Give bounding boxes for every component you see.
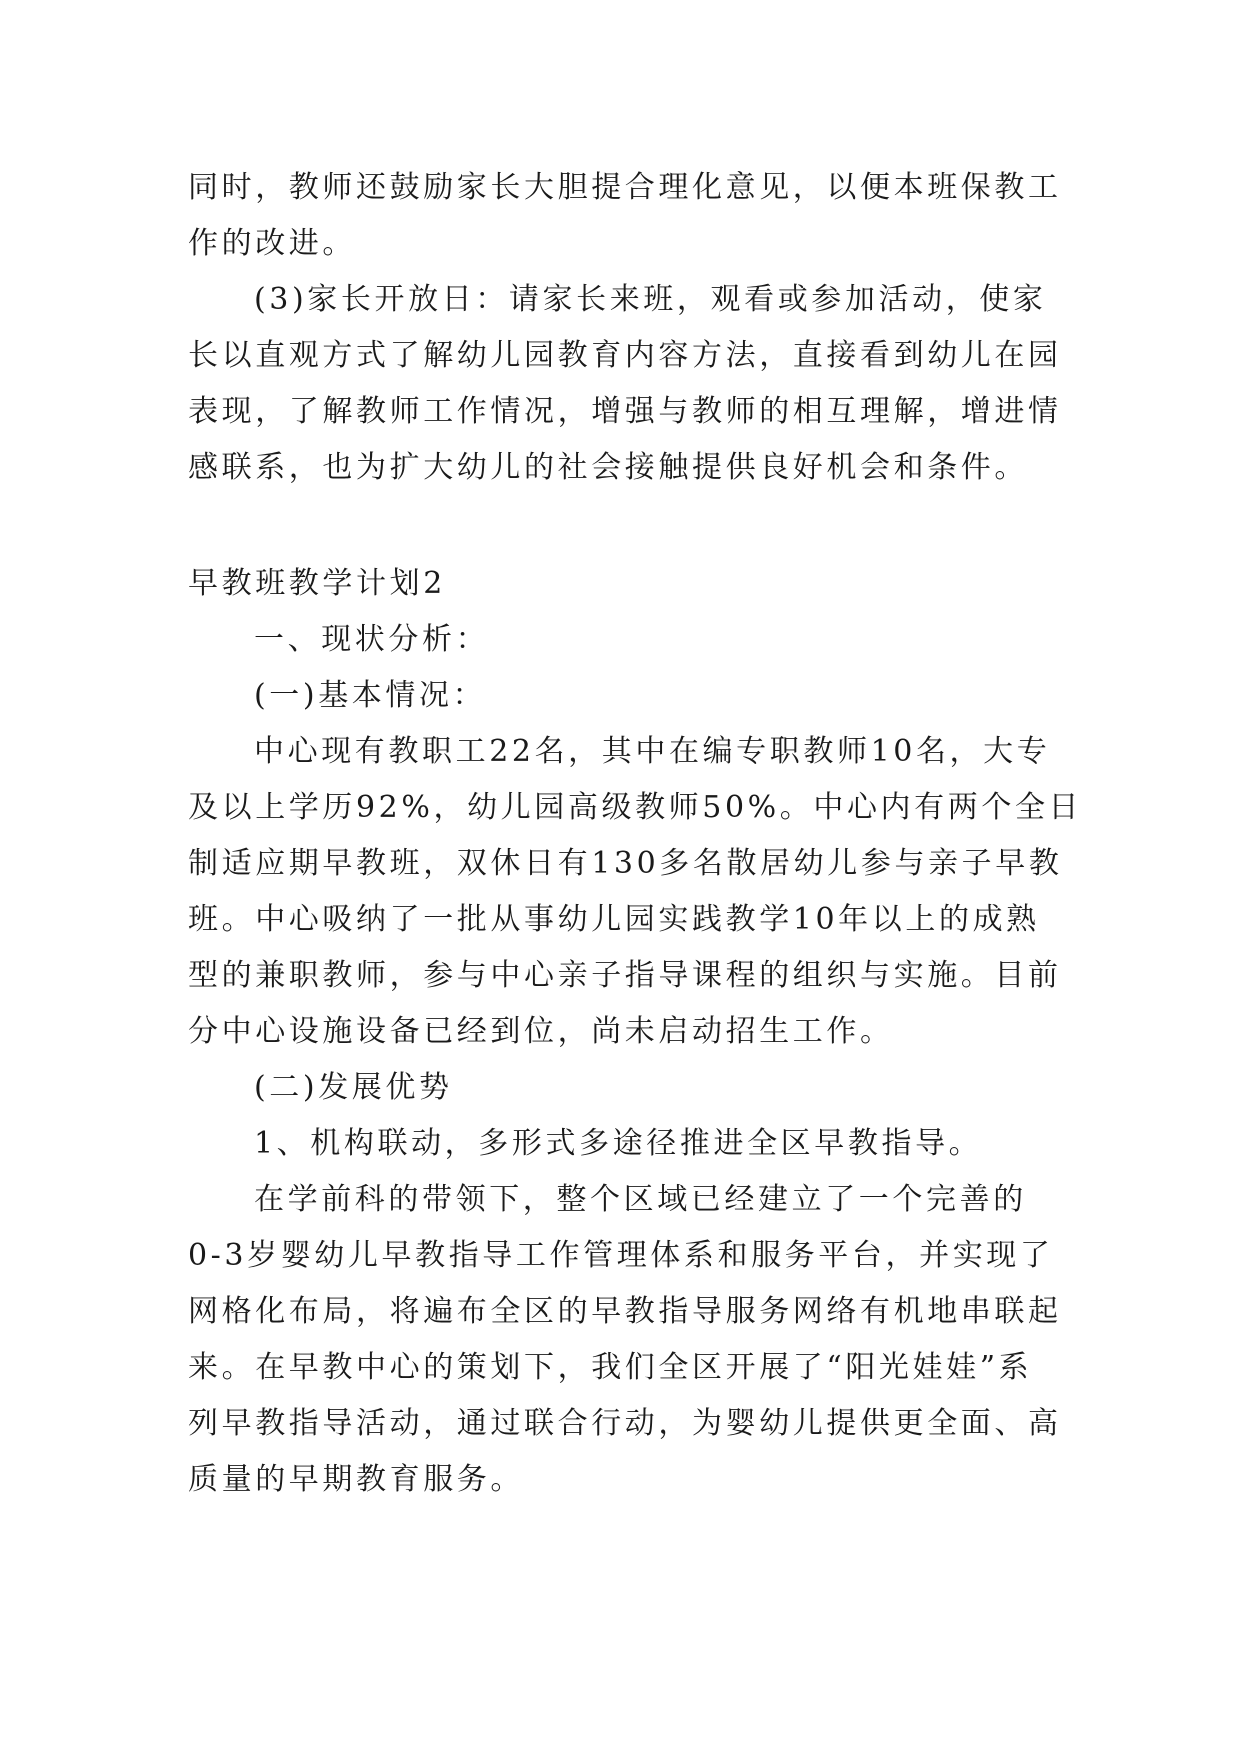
subheading-development-advantages: (二)发展优势 [254,1070,453,1105]
text-line: 表现，了解教师工作情况，增强与教师的相互理解，增进情 [188,394,1062,429]
text-line: 0-3岁婴幼儿早教指导工作管理体系和服务平台，并实现了 [188,1238,1054,1273]
text-line: 分中心设施设备已经到位，尚未启动招生工作。 [188,1014,894,1049]
text-line: 班。中心吸纳了一批从事幼儿园实践教学10年以上的成熟 [188,902,1040,937]
text-line: 网格化布局，将遍布全区的早教指导服务网络有机地串联起 [188,1294,1062,1329]
text-line: 作的改进。 [188,226,356,261]
section-title: 早教班教学计划2 [188,566,446,601]
text-line: 来。在早教中心的策划下，我们全区开展了“阳光娃娃”系 [188,1350,1033,1385]
text-line: 型的兼职教师，参与中心亲子指导课程的组织与实施。目前 [188,958,1062,993]
text-line: 同时，教师还鼓励家长大胆提合理化意见，以便本班保教工 [188,170,1062,205]
section-teaching-plan-2 [188,556,1083,1508]
text-line: 列早教指导活动，通过联合行动，为婴幼儿提供更全面、高 [188,1406,1062,1441]
text-line: 在学前科的带领下，整个区域已经建立了一个完善的 [254,1182,1027,1217]
text-line: 中心现有教职工22名，其中在编专职教师10名，大专 [254,734,1051,769]
text-line: (3)家长开放日：请家长来班，观看或参加活动，使家 [254,282,1047,317]
text-line: 质量的早期教育服务。 [188,1462,524,1497]
subheading-basic-situation: (一)基本情况： [254,678,487,713]
document-page [188,160,1083,1508]
text-line: 制适应期早教班，双休日有130多名散居幼儿参与亲子早教 [188,846,1063,881]
list-item: 1、机构联动，多形式多途径推进全区早教指导。 [254,1126,983,1161]
text-line: 长以直观方式了解幼儿园教育内容方法，直接看到幼儿在园 [188,338,1062,373]
text-line: 感联系，也为扩大幼儿的社会接触提供良好机会和条件。 [188,450,1028,485]
section-gap [188,496,1058,556]
text-line: 及以上学历92%，幼儿园高级教师50%。中心内有两个全日 [188,790,1083,825]
section-parent-communication [188,160,1062,496]
heading-status-analysis: 一、现状分析： [254,622,490,657]
